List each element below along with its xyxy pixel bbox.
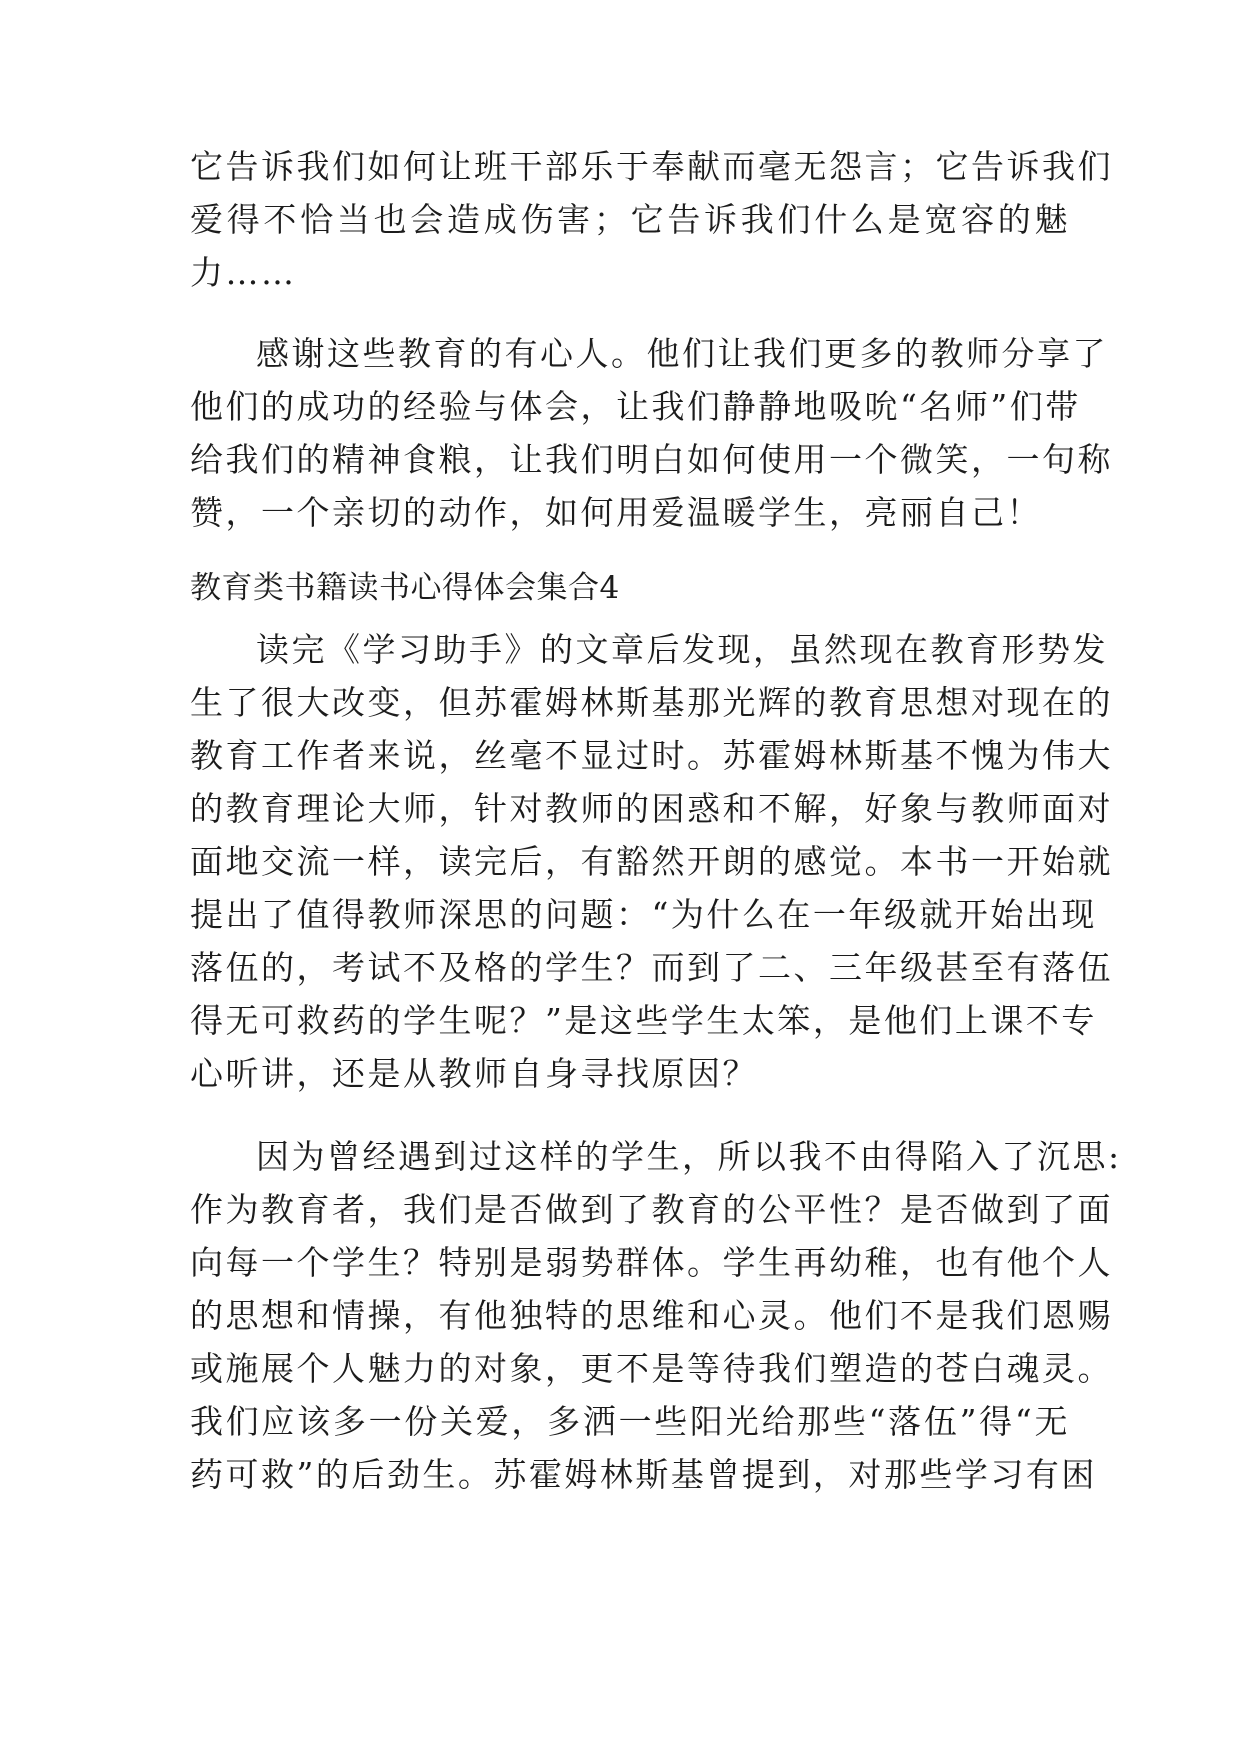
text-line: 力……: [190, 253, 297, 292]
text-line: 教育工作者来说，丝毫不显过时。苏霍姆林斯基不愧为伟大: [190, 736, 1113, 775]
text-line: 向每一个学生？特别是弱势群体。学生再幼稚，也有他个人: [190, 1243, 1113, 1282]
text-line: 感谢这些教育的有心人。他们让我们更多的教师分享了: [256, 334, 1108, 373]
section-heading: 教育类书籍读书心得体会集合4: [190, 570, 620, 606]
text-line: 提出了值得教师深思的问题：“为什么在一年级就开始出现: [190, 895, 1097, 934]
text-line: 因为曾经遇到过这样的学生，所以我不由得陷入了沉思:: [256, 1137, 1122, 1176]
text-line: 落伍的，考试不及格的学生？而到了二、三年级甚至有落伍: [190, 948, 1113, 987]
text-line: 得无可救药的学生呢？”是这些学生太笨，是他们上课不专: [190, 1001, 1097, 1040]
text-line: 给我们的精神食粮，让我们明白如何使用一个微笑，一句称: [190, 440, 1113, 479]
text-line: 的思想和情操，有他独特的思维和心灵。他们不是我们恩赐: [190, 1296, 1113, 1335]
text-line: 面地交流一样，读完后，有豁然开朗的感觉。本书一开始就: [190, 842, 1113, 881]
text-line: 作为教育者，我们是否做到了教育的公平性？是否做到了面: [190, 1190, 1113, 1229]
text-line: 药可救”的后劲生。苏霍姆林斯基曾提到，对那些学习有困: [190, 1455, 1097, 1494]
text-line: 的教育理论大师，针对教师的困惑和不解，好象与教师面对: [190, 789, 1113, 828]
text-line: 我们应该多一份关爱，多洒一些阳光给那些“落伍”得“无: [190, 1402, 1070, 1441]
text-line: 它告诉我们如何让班干部乐于奉献而毫无怨言；它告诉我们: [190, 147, 1113, 186]
text-line: 读完《学习助手》的文章后发现，虽然现在教育形势发: [256, 630, 1108, 669]
text-line: 他们的成功的经验与体会，让我们静静地吸吮“名师”们带: [190, 387, 1081, 426]
text-line: 生了很大改变，但苏霍姆林斯基那光辉的教育思想对现在的: [190, 683, 1113, 722]
text-line: 或施展个人魅力的对象，更不是等待我们塑造的苍白魂灵。: [190, 1349, 1113, 1388]
text-line: 心听讲，还是从教师自身寻找原因？: [190, 1054, 758, 1093]
text-line: 爱得不恰当也会造成伤害；它告诉我们什么是宽容的魅: [190, 200, 1070, 239]
text-line: 赞，一个亲切的动作，如何用爱温暖学生，亮丽自己！: [190, 493, 1042, 532]
